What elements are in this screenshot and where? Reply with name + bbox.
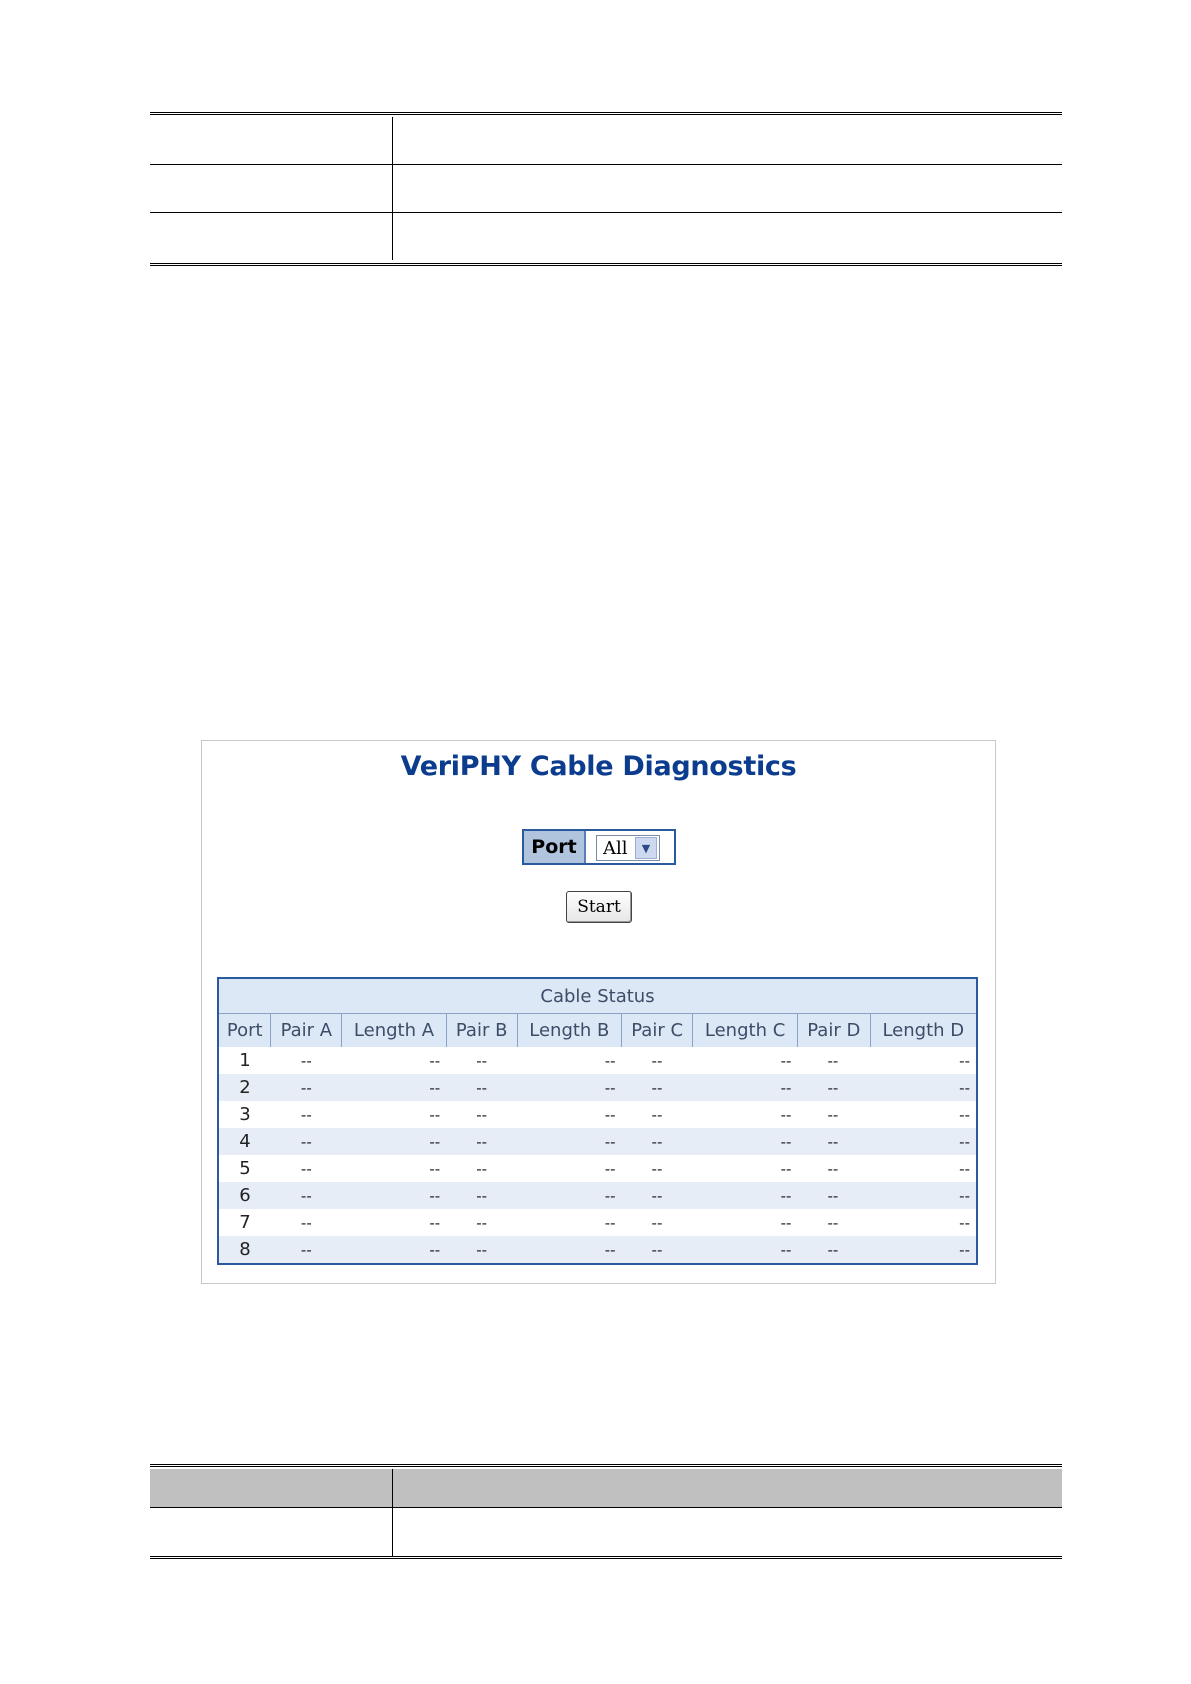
table-cell: -- [622, 1101, 693, 1128]
port-selector [522, 829, 676, 865]
table-cell: -- [870, 1155, 977, 1182]
table-cell: -- [271, 1074, 342, 1101]
table-row [218, 1074, 977, 1101]
doc-table-2-bottom-rule [150, 1556, 1062, 1559]
table-cell: 6 [218, 1182, 271, 1209]
table-cell: -- [517, 1182, 621, 1209]
table-cell: 8 [218, 1236, 271, 1264]
doc-table-1-row [150, 213, 1062, 261]
table-cell: -- [271, 1101, 342, 1128]
port-dropdown-value: All [603, 837, 628, 859]
doc-table-2 [150, 1469, 1062, 1556]
table-cell: -- [797, 1074, 870, 1101]
doc-header-label [150, 1469, 393, 1508]
table-cell: -- [797, 1236, 870, 1264]
page-title: VeriPHY Cable Diagnostics [400, 751, 797, 782]
table-cell: -- [271, 1236, 342, 1264]
table-cell: 7 [218, 1209, 271, 1236]
table-cell: -- [622, 1182, 693, 1209]
table-cell: -- [342, 1074, 446, 1101]
doc-cell-text [393, 1508, 1063, 1557]
table-cell: -- [797, 1155, 870, 1182]
veriphy-panel [201, 740, 996, 1284]
column-header: Port [218, 1014, 271, 1048]
table-cell: -- [797, 1101, 870, 1128]
doc-table-1-top-rule [150, 112, 1062, 115]
table-cell: -- [517, 1101, 621, 1128]
table-row [218, 1047, 977, 1074]
table-cell: -- [870, 1074, 977, 1101]
table-cell: -- [797, 1209, 870, 1236]
column-header: Length D [870, 1014, 977, 1048]
table-cell: -- [693, 1209, 798, 1236]
table-cell: -- [342, 1182, 446, 1209]
doc-table-2-top-rule [150, 1464, 1062, 1467]
table-row [218, 1209, 977, 1236]
table-cell: -- [870, 1047, 977, 1074]
table-cell: -- [622, 1074, 693, 1101]
table-cell: -- [517, 1047, 621, 1074]
table-cell: 5 [218, 1155, 271, 1182]
table-cell: -- [446, 1047, 517, 1074]
doc-cell-text [393, 165, 1063, 213]
chevron-down-icon[interactable]: ▼ [635, 837, 657, 859]
table-cell: -- [693, 1101, 798, 1128]
column-header: Length C [693, 1014, 798, 1048]
column-header: Pair C [622, 1014, 693, 1048]
table-row [218, 1236, 977, 1264]
table-cell: -- [622, 1128, 693, 1155]
table-cell: -- [517, 1074, 621, 1101]
table-cell: -- [693, 1155, 798, 1182]
column-header: Pair A [271, 1014, 342, 1048]
table-cell: -- [797, 1182, 870, 1209]
table-cell: -- [870, 1182, 977, 1209]
table-row [218, 1128, 977, 1155]
table-cell: -- [342, 1209, 446, 1236]
doc-table-1 [150, 117, 1062, 260]
column-header: Pair B [446, 1014, 517, 1048]
table-cell: -- [797, 1128, 870, 1155]
table-cell: -- [622, 1209, 693, 1236]
column-header: Length A [342, 1014, 446, 1048]
table-cell: -- [446, 1128, 517, 1155]
doc-cell-text [393, 117, 1063, 165]
table-cell: -- [693, 1128, 798, 1155]
doc-table-1-row [150, 117, 1062, 165]
column-header: Length B [517, 1014, 621, 1048]
table-cell: -- [271, 1128, 342, 1155]
table-cell: 4 [218, 1128, 271, 1155]
table-row [218, 1182, 977, 1209]
table-cell: -- [517, 1236, 621, 1264]
start-button[interactable]: Start [566, 891, 632, 923]
table-cell: -- [342, 1236, 446, 1264]
port-label: Port [524, 831, 586, 863]
table-cell: -- [870, 1236, 977, 1264]
table-cell: -- [446, 1236, 517, 1264]
table-cell: -- [693, 1236, 798, 1264]
doc-cell-label [150, 1508, 393, 1557]
doc-header-text [393, 1469, 1063, 1508]
table-cell: -- [446, 1074, 517, 1101]
doc-cell-text [393, 213, 1063, 261]
table-cell: 2 [218, 1074, 271, 1101]
table-cell: -- [446, 1209, 517, 1236]
doc-table-2-header-row [150, 1469, 1062, 1508]
cable-status-caption: Cable Status [218, 978, 977, 1014]
table-cell: -- [446, 1182, 517, 1209]
table-cell: -- [870, 1101, 977, 1128]
table-cell: -- [271, 1047, 342, 1074]
cable-status-table [217, 977, 978, 1265]
table-cell: -- [693, 1047, 798, 1074]
table-cell: -- [517, 1155, 621, 1182]
table-cell: -- [446, 1155, 517, 1182]
cable-status-body [218, 1047, 977, 1264]
column-header: Pair D [797, 1014, 870, 1048]
table-cell: -- [342, 1101, 446, 1128]
table-cell: -- [870, 1128, 977, 1155]
doc-table-1-row [150, 165, 1062, 213]
doc-cell-label [150, 165, 393, 213]
table-cell: -- [870, 1209, 977, 1236]
table-cell: -- [622, 1047, 693, 1074]
table-cell: -- [622, 1236, 693, 1264]
table-cell: 3 [218, 1101, 271, 1128]
table-row [218, 1155, 977, 1182]
doc-cell-label [150, 213, 393, 261]
table-cell: -- [693, 1074, 798, 1101]
table-cell: -- [271, 1155, 342, 1182]
table-cell: -- [797, 1047, 870, 1074]
doc-cell-label [150, 117, 393, 165]
table-row [218, 1101, 977, 1128]
port-dropdown[interactable] [596, 835, 660, 861]
table-cell: -- [342, 1047, 446, 1074]
table-cell: -- [693, 1182, 798, 1209]
table-cell: 1 [218, 1047, 271, 1074]
table-cell: -- [622, 1155, 693, 1182]
table-cell: -- [446, 1101, 517, 1128]
table-cell: -- [342, 1155, 446, 1182]
table-cell: -- [271, 1209, 342, 1236]
doc-table-1-bottom-rule [150, 263, 1062, 266]
table-cell: -- [517, 1209, 621, 1236]
table-cell: -- [271, 1182, 342, 1209]
table-cell: -- [517, 1128, 621, 1155]
doc-table-2-row [150, 1508, 1062, 1557]
table-cell: -- [342, 1128, 446, 1155]
